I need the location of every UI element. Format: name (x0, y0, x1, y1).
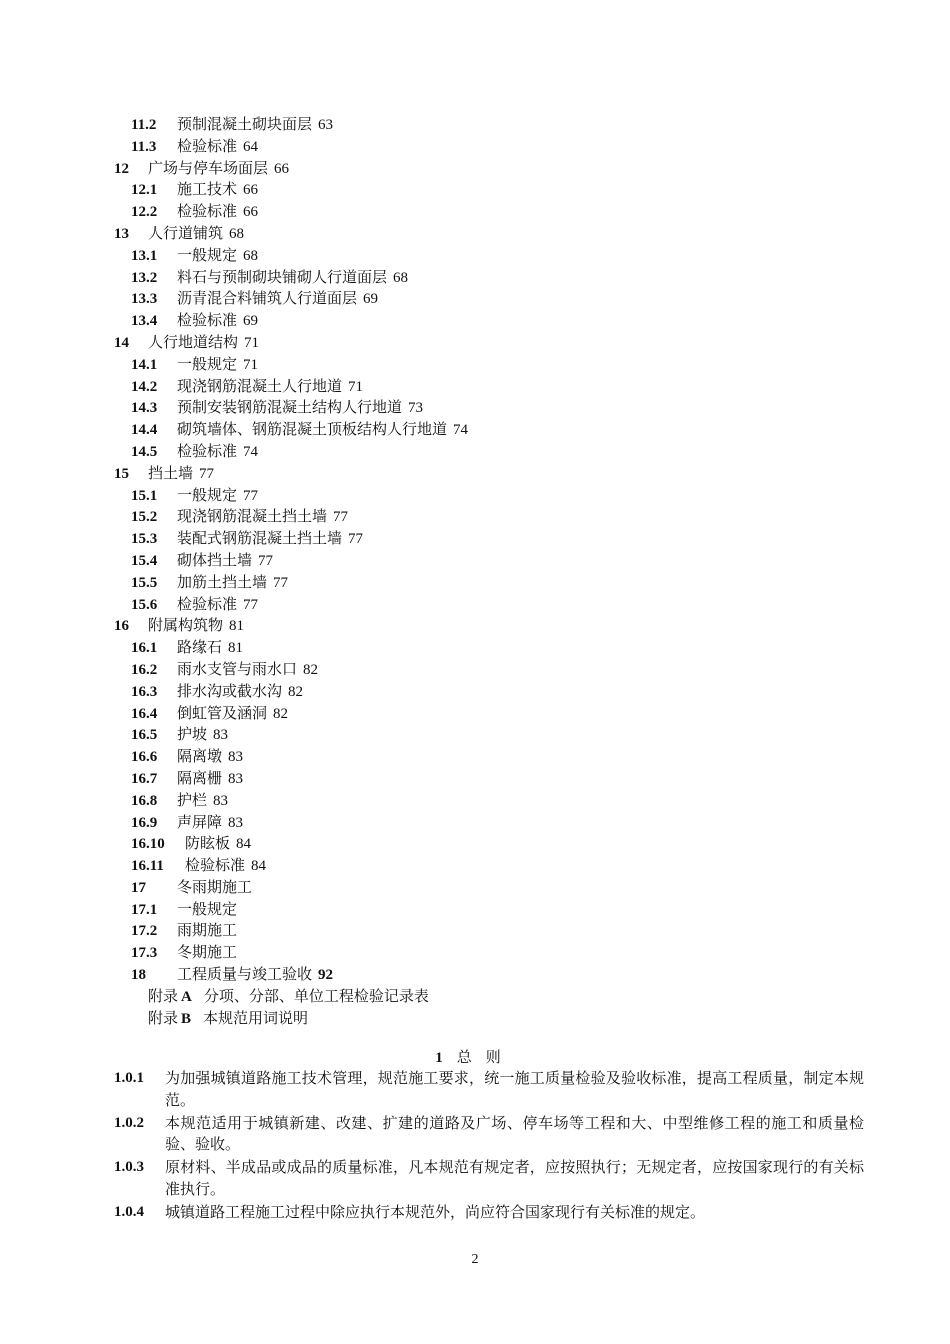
toc-entry-title: 一般规定 (177, 899, 238, 918)
toc-entry-page: 77 (258, 552, 274, 569)
page-number: 2 (471, 1252, 479, 1267)
section-number: 1 (435, 1050, 443, 1066)
toc-entry-number: 14 (114, 334, 129, 351)
toc-entry (114, 136, 874, 158)
toc-entry-page: 66 (243, 182, 259, 199)
toc-entry-number: 16.11 (131, 858, 164, 875)
toc-entry-title: 检验标准 (177, 441, 238, 460)
toc-entry-page: 83 (213, 792, 229, 809)
toc-entry-number: 14.5 (131, 443, 158, 460)
toc-entry-title: 附属构筑物 (148, 616, 224, 635)
toc-entry-number: 16.7 (131, 770, 158, 787)
toc-entry-page: 66 (274, 160, 290, 177)
toc-entry (114, 245, 874, 267)
toc-entry (114, 986, 874, 1008)
toc-entry-page: 83 (228, 749, 244, 766)
toc-entry (114, 201, 874, 223)
toc-entry-number: 14.1 (131, 356, 158, 373)
toc-entry (114, 724, 874, 746)
toc-entry-number: 17.2 (131, 923, 158, 940)
toc-entry-title: 广场与停车场面层 (148, 158, 269, 177)
toc-entry-page: 69 (243, 313, 259, 330)
toc-entry-number: 16.10 (131, 836, 165, 853)
toc-entry-title: 一般规定 (177, 485, 238, 504)
section-title: 总则 (456, 1048, 515, 1066)
toc-entry (114, 332, 874, 354)
toc-entry-title: 分项、分部、单位工程检验记录表 (203, 986, 429, 1005)
toc-entry-page: 66 (243, 204, 259, 221)
toc-entry-number: 18 (131, 967, 146, 984)
clause (114, 1113, 864, 1157)
toc-entry-page: 68 (243, 247, 259, 264)
toc-entry-page: 83 (213, 727, 229, 744)
toc-entry-title: 砌筑墙体、钢筋混凝土顶板结构人行地道 (177, 420, 448, 439)
toc-entry (114, 790, 874, 812)
table-of-contents (114, 114, 874, 1029)
clause-text: 为加强城镇道路施工技术管理，规范施工要求，统一施工质量检验及验收标准，提高工程质量，制定本规范。 (165, 1069, 864, 1109)
toc-entry-number: 13.1 (131, 247, 158, 264)
toc-entry (114, 942, 874, 964)
toc-entry-page: 71 (348, 378, 364, 395)
toc-entry-number: 16.8 (131, 792, 158, 809)
toc-entry-title: 预制安装钢筋混凝土结构人行地道 (177, 398, 403, 417)
toc-entry-number: 15.6 (131, 596, 158, 613)
toc-entry (114, 572, 874, 594)
toc-entry (114, 158, 874, 180)
toc-entry-title: 雨水支管与雨水口 (177, 659, 298, 678)
toc-entry (114, 855, 874, 877)
toc-entry-title: 隔离栅 (177, 768, 223, 787)
clause-text: 本规范适用于城镇新建、改建、扩建的道路及广场、停车场等工程和大、中型维修工程的施工和质量检验、验收。 (165, 1113, 864, 1154)
toc-entry-number: 13 (114, 225, 129, 242)
toc-entry-title: 排水沟或截水沟 (177, 681, 283, 700)
toc-entry-page: 83 (228, 770, 244, 787)
toc-entry-title: 一般规定 (177, 245, 238, 264)
toc-entry (114, 506, 874, 528)
toc-entry-page: 74 (453, 422, 469, 439)
toc-entry-title: 本规范用词说明 (203, 1008, 309, 1027)
toc-entry (114, 288, 874, 310)
toc-entry-title: 冬期施工 (177, 943, 238, 962)
toc-entry-page: 71 (244, 334, 260, 351)
toc-entry-title: 检验标准 (177, 594, 238, 613)
toc-entry-title: 加筋土挡土墙 (177, 572, 268, 591)
toc-entry-page: 68 (393, 269, 409, 286)
toc-entry (114, 637, 874, 659)
toc-entry (114, 397, 874, 419)
toc-entry-number: 15.1 (131, 487, 158, 504)
toc-entry-title: 人行道铺筑 (148, 223, 224, 242)
toc-entry-letter: B (181, 1010, 192, 1027)
toc-entry-page: 77 (348, 531, 364, 548)
toc-entry-title: 料石与预制砌块铺砌人行道面层 (177, 267, 388, 286)
toc-entry-page: 82 (273, 705, 289, 722)
toc-entry-number: 16 (114, 618, 129, 635)
toc-entry-title: 雨期施工 (177, 921, 238, 940)
toc-entry-title: 防眩板 (185, 834, 231, 853)
toc-entry-title: 现浇钢筋混凝土挡土墙 (177, 507, 328, 526)
toc-entry-page: 92 (318, 967, 334, 984)
toc-entry-page: 82 (303, 661, 319, 678)
toc-entry (114, 594, 874, 616)
toc-entry-number: 16.9 (131, 814, 158, 831)
toc-entry (114, 681, 874, 703)
toc-entry-title: 工程质量与竣工验收 (177, 965, 313, 984)
toc-entry-title: 冬雨期施工 (177, 877, 253, 896)
toc-entry-page: 68 (229, 225, 245, 242)
toc-entry-title: 预制混凝土砌块面层 (177, 115, 313, 133)
toc-entry (114, 223, 874, 245)
toc-entry-number: 13.2 (131, 269, 158, 286)
toc-entry-page: 77 (199, 465, 215, 482)
toc-entry-title: 施工技术 (177, 180, 238, 199)
toc-entry (114, 485, 874, 507)
clause (114, 1157, 864, 1201)
toc-entry-number: 15.5 (131, 574, 158, 591)
toc-entry (114, 964, 874, 986)
toc-entry (114, 659, 874, 681)
toc-entry-number: 12.1 (131, 182, 158, 199)
toc-entry (114, 703, 874, 725)
toc-entry-number: 16.3 (131, 683, 158, 700)
clause-number: 1.0.1 (114, 1070, 144, 1086)
toc-entry-page: 82 (288, 683, 304, 700)
clause (114, 1068, 864, 1112)
toc-entry-number: 16.4 (131, 705, 158, 722)
toc-entry (114, 768, 874, 790)
toc-entry-title: 砌体挡土墙 (177, 550, 253, 569)
toc-entry-title: 隔离墩 (177, 747, 223, 766)
toc-entry-title: 路缘石 (177, 638, 223, 657)
clauses (114, 1068, 864, 1225)
toc-entry-number: 13.4 (131, 313, 158, 330)
toc-entry-number: 15.3 (131, 531, 158, 548)
toc-entry-number: 附录 (148, 988, 179, 1005)
toc-entry-number: 11.2 (131, 117, 157, 133)
toc-entry-page: 73 (408, 400, 424, 417)
toc-entry-number: 17.3 (131, 945, 158, 962)
toc-entry-number: 14.2 (131, 378, 158, 395)
toc-entry-page: 84 (236, 836, 252, 853)
toc-entry-page: 77 (333, 509, 349, 526)
toc-entry-title: 检验标准 (177, 136, 238, 155)
toc-entry (114, 812, 874, 834)
toc-entry-title: 沥青混合料铺筑人行道面层 (177, 289, 358, 308)
toc-entry (114, 746, 874, 768)
toc-entry-number: 16.5 (131, 727, 158, 744)
section-heading (0, 1046, 950, 1067)
toc-entry-page: 74 (243, 443, 259, 460)
toc-entry-title: 声屏障 (177, 812, 223, 831)
toc-entry-page: 84 (251, 858, 267, 875)
toc-entry (114, 899, 874, 921)
toc-entry-title: 人行地道结构 (148, 332, 239, 351)
toc-entry-title: 检验标准 (177, 202, 238, 221)
toc-entry-page: 69 (363, 291, 379, 308)
toc-entry (114, 463, 874, 485)
clause-number: 1.0.4 (114, 1203, 144, 1220)
toc-entry-number: 11.3 (131, 138, 157, 155)
toc-entry (114, 1008, 874, 1030)
toc-entry-number: 15.2 (131, 509, 158, 526)
toc-entry-page: 77 (243, 596, 259, 613)
toc-entry (114, 419, 874, 441)
toc-entry-letter: A (181, 988, 192, 1005)
toc-entry (114, 833, 874, 855)
toc-entry (114, 114, 874, 136)
toc-entry-page: 81 (229, 618, 245, 635)
toc-entry (114, 354, 874, 376)
toc-entry (114, 528, 874, 550)
clause-text: 城镇道路工程施工过程中除应执行本规范外，尚应符合国家现行有关标准的规定。 (165, 1202, 706, 1221)
toc-entry-title: 装配式钢筋混凝土挡土墙 (177, 529, 343, 548)
toc-entry (114, 877, 874, 899)
toc-entry (114, 550, 874, 572)
toc-entry (114, 920, 874, 942)
toc-entry-page: 63 (318, 117, 334, 133)
toc-entry-number: 17.1 (131, 901, 158, 918)
toc-entry-number: 15.4 (131, 552, 158, 569)
toc-entry (114, 310, 874, 332)
toc-entry-number: 12 (114, 160, 129, 177)
clause-number: 1.0.2 (114, 1114, 144, 1131)
toc-entry-title: 倒虹管及涵洞 (177, 703, 268, 722)
clause-number: 1.0.3 (114, 1159, 144, 1176)
toc-entry-number: 13.3 (131, 291, 158, 308)
toc-entry-page: 71 (243, 356, 259, 373)
toc-entry-title: 检验标准 (185, 856, 246, 875)
toc-entry-number: 附录 (148, 1010, 179, 1027)
clause (114, 1202, 864, 1224)
toc-entry-number: 12.2 (131, 204, 158, 221)
toc-entry-number: 15 (114, 465, 129, 482)
toc-entry-title: 检验标准 (177, 311, 238, 330)
toc-entry (114, 376, 874, 398)
toc-entry-title: 护栏 (177, 790, 208, 809)
toc-entry (114, 267, 874, 289)
clause-text: 原材料、半成品或成品的质量标准，凡本规范有规定者，应按照执行；无规定者，应按国家现行的有关标准执行。 (165, 1158, 864, 1198)
toc-entry-number: 16.1 (131, 640, 158, 657)
toc-entry-title: 现浇钢筋混凝土人行地道 (177, 376, 343, 395)
toc-entry (114, 615, 874, 637)
toc-entry-title: 护坡 (177, 725, 208, 744)
toc-entry-number: 17 (131, 879, 146, 896)
toc-entry-page: 83 (228, 814, 244, 831)
toc-entry-title: 挡土墙 (148, 463, 194, 482)
toc-entry-page: 77 (243, 487, 259, 504)
toc-entry-page: 81 (228, 640, 244, 657)
toc-entry-number: 14.4 (131, 422, 158, 439)
toc-entry (114, 441, 874, 463)
toc-entry-number: 16.2 (131, 661, 158, 678)
toc-entry (114, 179, 874, 201)
toc-entry-number: 14.3 (131, 400, 158, 417)
toc-entry-page: 64 (243, 138, 259, 155)
toc-entry-page: 77 (273, 574, 289, 591)
toc-entry-number: 16.6 (131, 749, 158, 766)
toc-entry-title: 一般规定 (177, 354, 238, 373)
